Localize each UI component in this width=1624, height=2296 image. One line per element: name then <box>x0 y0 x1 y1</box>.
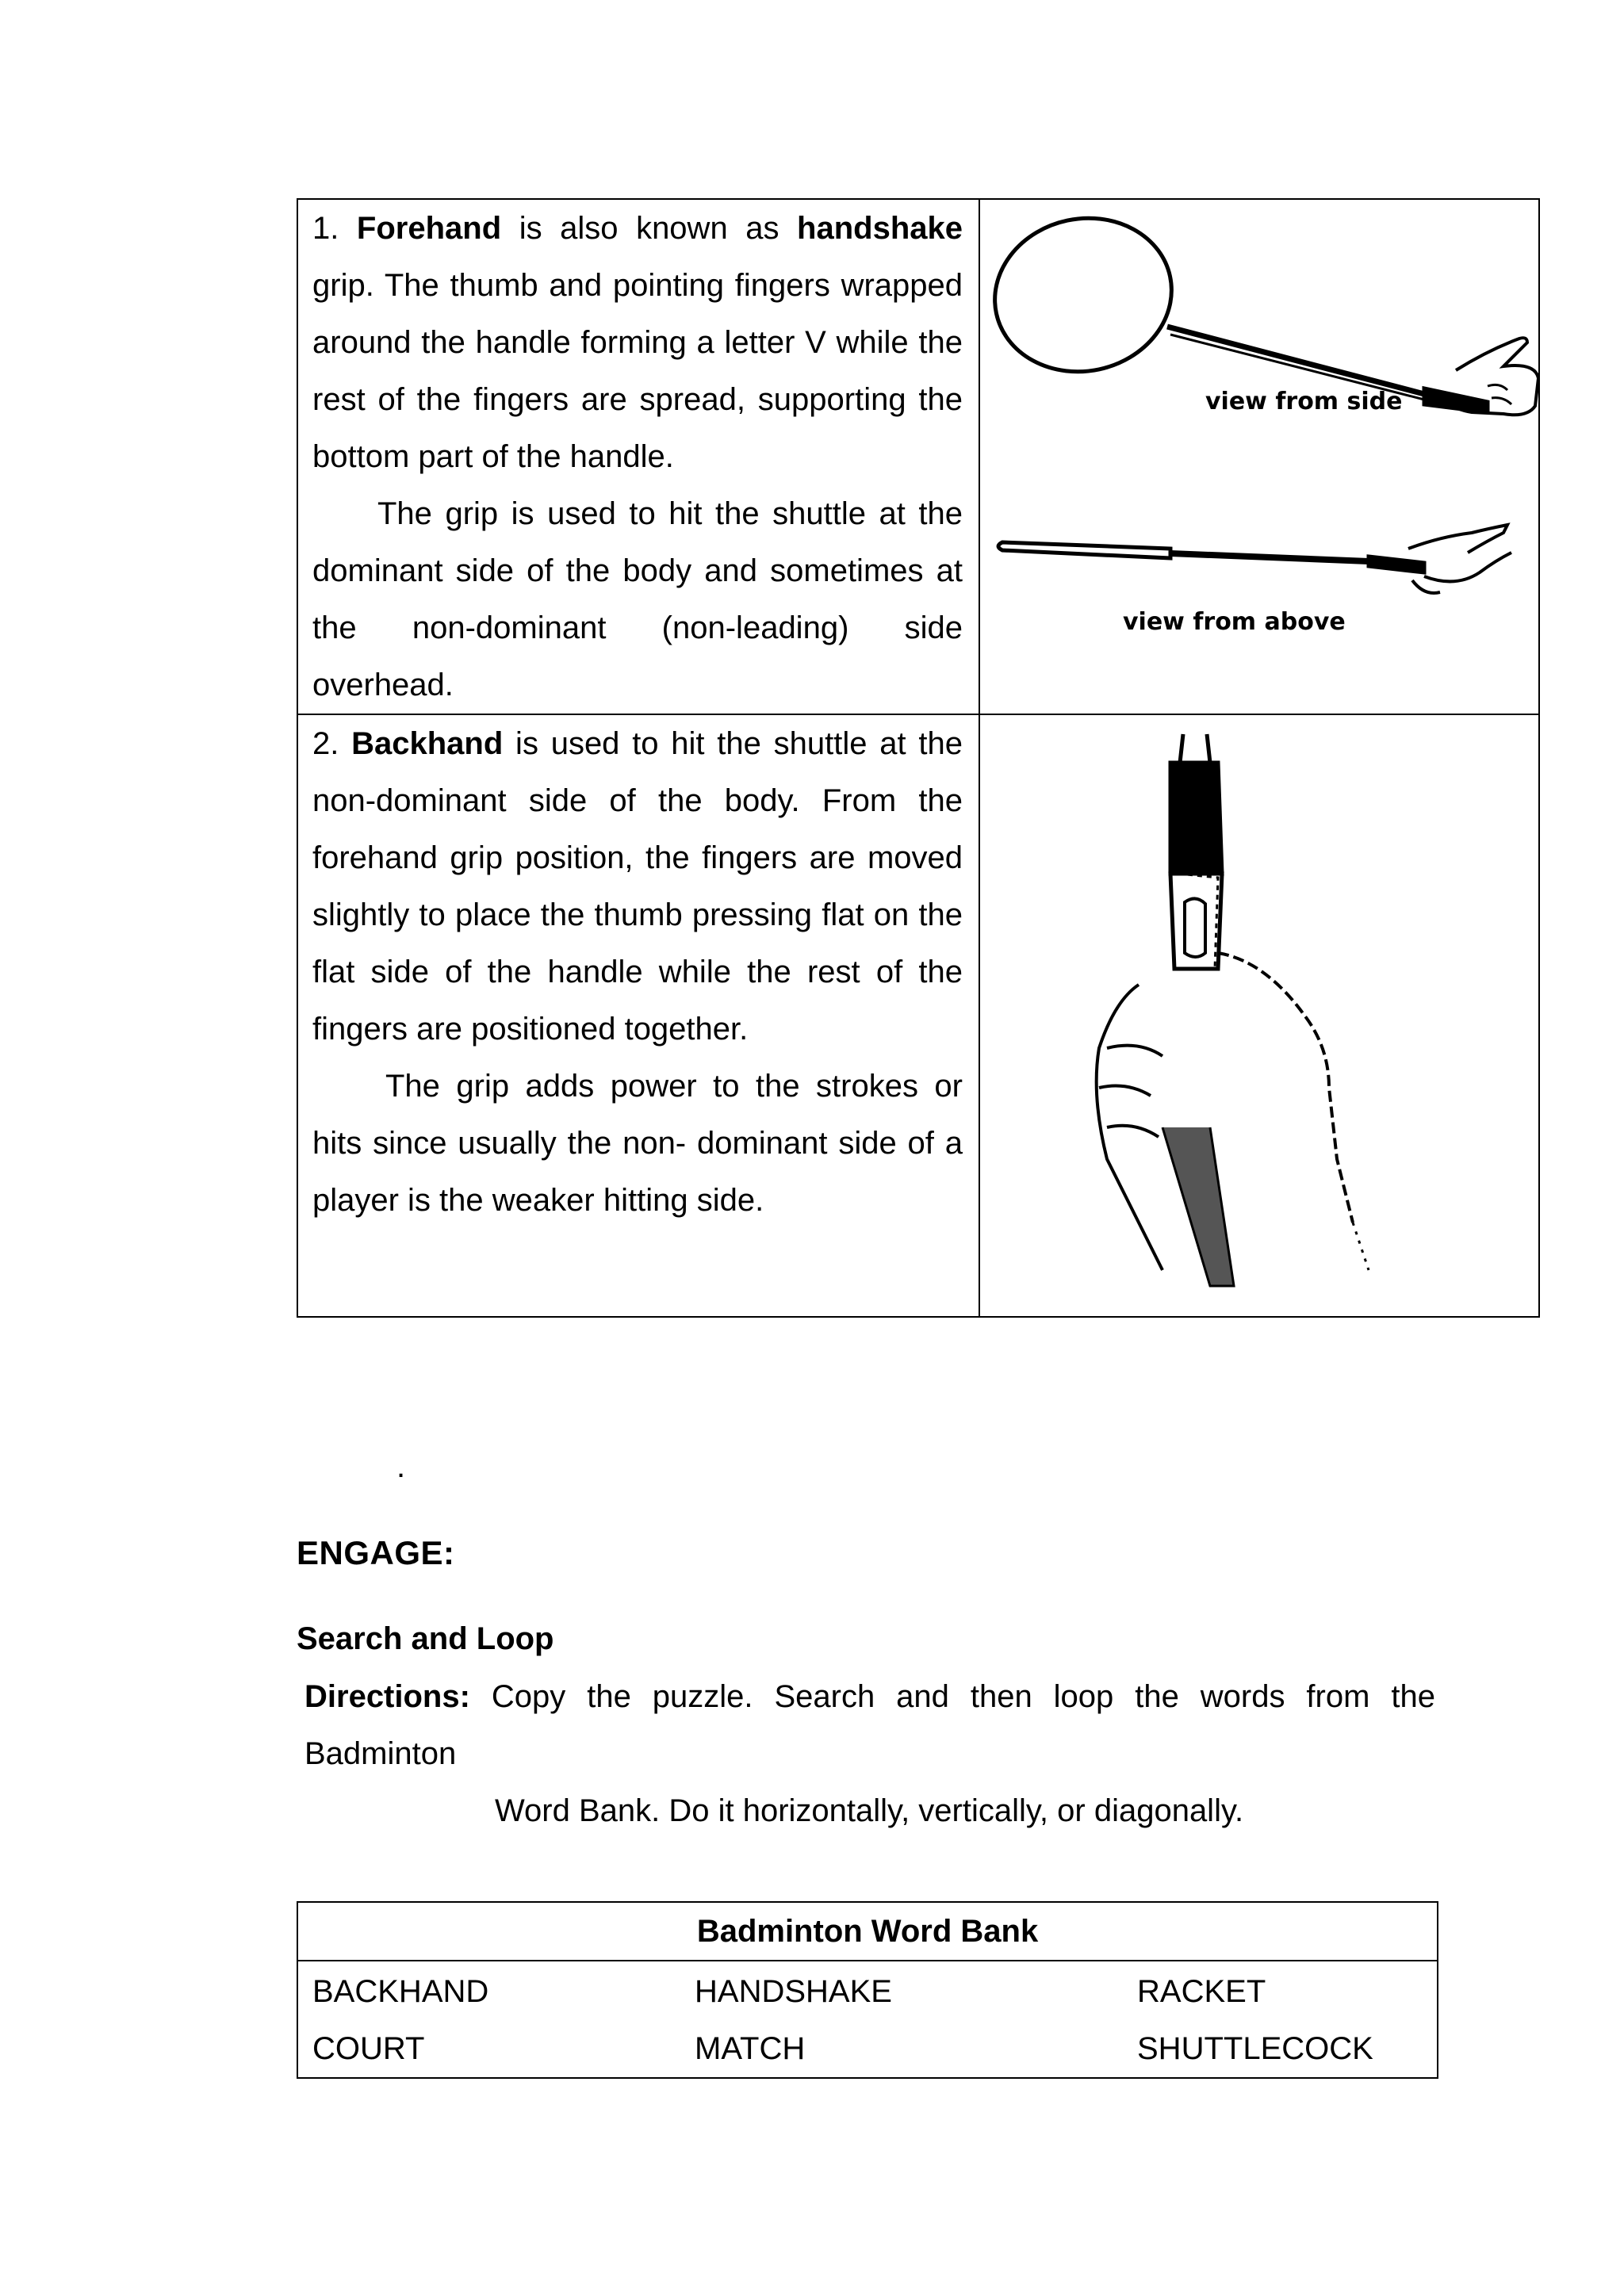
word-match: MATCH <box>695 2031 806 2066</box>
word-backhand: BACKHAND <box>312 1974 489 2009</box>
forehand-paragraph <box>312 200 963 485</box>
backhand-illustration-cell <box>979 714 1539 1317</box>
word-bank-row <box>298 2020 1437 2077</box>
word-handshake: HANDSHAKE <box>695 1974 892 2009</box>
grip-row-backhand <box>297 714 1539 1317</box>
engage-heading: ENGAGE: <box>297 1534 455 1571</box>
word-court: COURT <box>312 2031 425 2066</box>
grip-row-forehand <box>297 199 1539 714</box>
directions-label: Directions: <box>304 1679 470 1714</box>
item-number: 1. <box>312 211 339 246</box>
backhand-usage-paragraph: The grip adds power to the strokes or hits since usually the non- dominant side of a player is the weaker hitting side. <box>312 1069 963 1218</box>
backhand-description-cell <box>297 714 979 1317</box>
directions-paragraph <box>304 1668 1435 1782</box>
grip-table <box>297 198 1540 1318</box>
forehand-illustration-cell <box>979 199 1539 714</box>
word-shuttlecock: SHUTTLECOCK <box>1137 2031 1373 2066</box>
forehand-grip-illustration <box>980 200 1538 710</box>
forehand-description-cell <box>297 199 979 714</box>
activity-title: Search and Loop <box>297 1621 554 1656</box>
backhand-paragraph <box>312 715 963 1058</box>
forehand-term: Forehand <box>356 211 502 246</box>
forehand-text-a: is also known as <box>501 211 798 246</box>
directions-line-2: Word Bank. Do it horizontally, vertically, or diagonally. <box>495 1793 1244 1828</box>
caption-view-from-side: view from side <box>1205 388 1403 415</box>
racket-head <box>980 202 1185 388</box>
forehand-text-b: grip. The thumb and pointing fingers wrapped around the handle forming a letter V while the rest of the fingers are spread, supporting the bottom part of the handle. <box>312 268 963 474</box>
word-bank-title: Badminton Word Bank <box>298 1903 1437 1961</box>
item-number: 2. <box>312 726 339 761</box>
word-bank-table <box>297 1901 1438 2079</box>
word-racket: RACKET <box>1137 1974 1266 2009</box>
backhand-text-a: is used to hit the shuttle at the non-dominant side of the body. From the forehand grip position, the fingers are moved slightly to place the thumb pressing flat on the flat side of the handle while the rest of the fingers are positioned together. <box>312 726 963 1047</box>
directions-text: Copy the puzzle. Search and then loop the words from the Badminton <box>304 1679 1435 1771</box>
forehand-usage-paragraph: The grip is used to hit the shuttle at the dominant side of the body and sometimes at the non-dominant (non-leading) side overhead. <box>312 496 963 702</box>
backhand-grip-illustration <box>980 715 1538 1316</box>
stray-dot: . <box>396 1449 406 1484</box>
handshake-term: handshake <box>797 211 963 246</box>
caption-view-from-above: view from above <box>1123 608 1346 636</box>
word-bank-row <box>298 1963 1437 2020</box>
backhand-term: Backhand <box>351 726 504 761</box>
